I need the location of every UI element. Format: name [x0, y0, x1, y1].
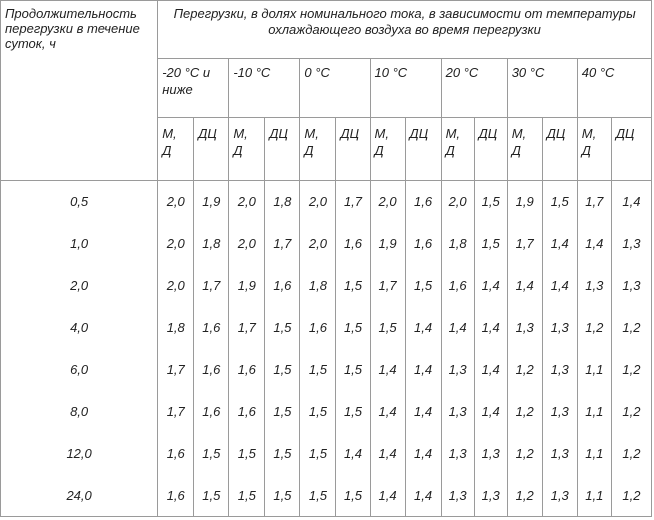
value-cell: 1,8 — [194, 223, 229, 265]
duration-cell: 24,0 — [1, 475, 158, 517]
value-cell: 1,4 — [474, 391, 507, 433]
value-cell: 1,9 — [370, 223, 405, 265]
value-cell: 1,6 — [194, 391, 229, 433]
value-cell: 1,1 — [577, 475, 611, 517]
table-row — [1, 223, 652, 265]
value-cell: 1,5 — [474, 181, 507, 223]
value-cell: 1,9 — [507, 181, 542, 223]
value-cell: 1,2 — [611, 433, 651, 475]
value-cell: 1,4 — [405, 307, 441, 349]
value-cell: 1,5 — [229, 433, 265, 475]
value-cell: 1,7 — [370, 265, 405, 307]
value-cell: 1,2 — [507, 475, 542, 517]
value-cell: 1,7 — [265, 223, 300, 265]
value-cell: 2,0 — [158, 223, 194, 265]
duration-cell: 0,5 — [1, 181, 158, 223]
value-cell: 2,0 — [300, 181, 336, 223]
value-cell: 1,6 — [265, 265, 300, 307]
value-cell: 1,6 — [405, 181, 441, 223]
value-cell: 1,5 — [300, 475, 336, 517]
duration-cell: 6,0 — [1, 349, 158, 391]
value-cell: 1,5 — [405, 265, 441, 307]
value-cell: 1,6 — [405, 223, 441, 265]
value-cell: 1,3 — [542, 307, 577, 349]
cooling-type-dc-header: ДЦ — [336, 118, 370, 181]
table-body — [1, 181, 652, 517]
value-cell: 1,7 — [229, 307, 265, 349]
value-cell: 1,5 — [229, 475, 265, 517]
cooling-type-md-header: М, Д — [370, 118, 405, 181]
value-cell: 1,5 — [194, 433, 229, 475]
value-cell: 1,2 — [507, 349, 542, 391]
value-cell: 1,6 — [158, 475, 194, 517]
temperature-header: 40 °С — [577, 59, 651, 118]
value-cell: 1,2 — [611, 307, 651, 349]
value-cell: 1,5 — [194, 475, 229, 517]
value-cell: 1,5 — [336, 265, 370, 307]
value-cell: 1,4 — [577, 223, 611, 265]
value-cell: 1,2 — [611, 475, 651, 517]
duration-cell: 4,0 — [1, 307, 158, 349]
value-cell: 1,5 — [336, 475, 370, 517]
value-cell: 1,3 — [507, 307, 542, 349]
value-cell: 1,6 — [194, 307, 229, 349]
value-cell: 1,5 — [336, 391, 370, 433]
value-cell: 1,5 — [300, 349, 336, 391]
temperature-header: 10 °С — [370, 59, 441, 118]
value-cell: 1,3 — [441, 349, 474, 391]
value-cell: 1,4 — [370, 391, 405, 433]
duration-cell: 1,0 — [1, 223, 158, 265]
value-cell: 1,6 — [158, 433, 194, 475]
value-cell: 1,4 — [542, 265, 577, 307]
value-cell: 1,3 — [474, 433, 507, 475]
value-cell: 1,5 — [265, 391, 300, 433]
table-row — [1, 349, 652, 391]
value-cell: 1,2 — [507, 391, 542, 433]
value-cell: 1,4 — [474, 265, 507, 307]
table-header — [1, 1, 652, 181]
value-cell: 1,8 — [158, 307, 194, 349]
value-cell: 1,1 — [577, 349, 611, 391]
value-cell: 1,4 — [370, 433, 405, 475]
value-cell: 1,8 — [441, 223, 474, 265]
cooling-type-md-header: М, Д — [158, 118, 194, 181]
cooling-type-dc-header: ДЦ — [611, 118, 651, 181]
value-cell: 1,7 — [336, 181, 370, 223]
value-cell: 1,7 — [158, 349, 194, 391]
value-cell: 1,5 — [265, 475, 300, 517]
value-cell: 1,1 — [577, 391, 611, 433]
value-cell: 1,4 — [441, 307, 474, 349]
value-cell: 1,4 — [405, 433, 441, 475]
cooling-type-md-header: М, Д — [441, 118, 474, 181]
value-cell: 1,3 — [611, 223, 651, 265]
value-cell: 1,4 — [405, 391, 441, 433]
cooling-type-dc-header: ДЦ — [542, 118, 577, 181]
duration-cell: 12,0 — [1, 433, 158, 475]
value-cell: 1,2 — [507, 433, 542, 475]
table-row — [1, 391, 652, 433]
duration-cell: 8,0 — [1, 391, 158, 433]
value-cell: 1,6 — [300, 307, 336, 349]
value-cell: 1,3 — [474, 475, 507, 517]
value-cell: 1,5 — [265, 433, 300, 475]
value-cell: 1,3 — [542, 391, 577, 433]
value-cell: 1,2 — [577, 307, 611, 349]
table-row — [1, 307, 652, 349]
value-cell: 1,8 — [265, 181, 300, 223]
duration-header: Продолжительность перегрузки в течение суток, ч — [1, 1, 158, 181]
cooling-type-dc-header: ДЦ — [194, 118, 229, 181]
value-cell: 1,4 — [336, 433, 370, 475]
value-cell: 1,4 — [405, 475, 441, 517]
value-cell: 1,3 — [542, 349, 577, 391]
value-cell: 1,3 — [441, 475, 474, 517]
cooling-type-dc-header: ДЦ — [265, 118, 300, 181]
value-cell: 1,7 — [577, 181, 611, 223]
value-cell: 1,5 — [336, 307, 370, 349]
value-cell: 1,5 — [370, 307, 405, 349]
value-cell: 1,5 — [336, 349, 370, 391]
value-cell: 1,9 — [194, 181, 229, 223]
value-cell: 1,8 — [300, 265, 336, 307]
value-cell: 1,5 — [542, 181, 577, 223]
value-cell: 2,0 — [158, 181, 194, 223]
value-cell: 1,3 — [542, 433, 577, 475]
table-row — [1, 181, 652, 223]
value-cell: 1,4 — [611, 181, 651, 223]
value-cell: 1,7 — [194, 265, 229, 307]
value-cell: 2,0 — [229, 181, 265, 223]
value-cell: 1,6 — [229, 391, 265, 433]
value-cell: 1,4 — [474, 349, 507, 391]
value-cell: 2,0 — [370, 181, 405, 223]
temperature-header: -10 °С — [229, 59, 300, 118]
value-cell: 1,4 — [542, 223, 577, 265]
value-cell: 1,6 — [336, 223, 370, 265]
cooling-type-md-header: М, Д — [300, 118, 336, 181]
value-cell: 2,0 — [158, 265, 194, 307]
value-cell: 1,5 — [265, 307, 300, 349]
value-cell: 1,6 — [194, 349, 229, 391]
value-cell: 1,6 — [229, 349, 265, 391]
value-cell: 1,3 — [441, 433, 474, 475]
temperature-header: -20 °С и ниже — [158, 59, 229, 118]
value-cell: 1,3 — [542, 475, 577, 517]
temperature-header: 30 °С — [507, 59, 577, 118]
value-cell: 1,1 — [577, 433, 611, 475]
value-cell: 1,7 — [507, 223, 542, 265]
cooling-type-dc-header: ДЦ — [405, 118, 441, 181]
value-cell: 2,0 — [300, 223, 336, 265]
value-cell: 1,5 — [265, 349, 300, 391]
value-cell: 1,5 — [474, 223, 507, 265]
value-cell: 1,3 — [611, 265, 651, 307]
table-row — [1, 475, 652, 517]
overload-header: Перегрузки, в долях номинального тока, в зависимости от температуры охлаждающего воздуха во время перегрузки — [158, 1, 652, 59]
value-cell: 1,7 — [158, 391, 194, 433]
cooling-type-md-header: М, Д — [229, 118, 265, 181]
value-cell: 1,5 — [300, 391, 336, 433]
value-cell: 1,3 — [441, 391, 474, 433]
duration-cell: 2,0 — [1, 265, 158, 307]
cooling-type-md-header: М, Д — [577, 118, 611, 181]
value-cell: 1,4 — [370, 349, 405, 391]
table-row — [1, 265, 652, 307]
value-cell: 1,3 — [577, 265, 611, 307]
cooling-type-dc-header: ДЦ — [474, 118, 507, 181]
value-cell: 1,2 — [611, 391, 651, 433]
value-cell: 1,4 — [370, 475, 405, 517]
value-cell: 2,0 — [229, 223, 265, 265]
cooling-type-md-header: М, Д — [507, 118, 542, 181]
value-cell: 1,4 — [507, 265, 542, 307]
value-cell: 1,5 — [300, 433, 336, 475]
value-cell: 1,9 — [229, 265, 265, 307]
value-cell: 2,0 — [441, 181, 474, 223]
temperature-header: 20 °С — [441, 59, 507, 118]
value-cell: 1,6 — [441, 265, 474, 307]
value-cell: 1,4 — [474, 307, 507, 349]
table-row — [1, 433, 652, 475]
value-cell: 1,4 — [405, 349, 441, 391]
value-cell: 1,2 — [611, 349, 651, 391]
temperature-header: 0 °С — [300, 59, 370, 118]
